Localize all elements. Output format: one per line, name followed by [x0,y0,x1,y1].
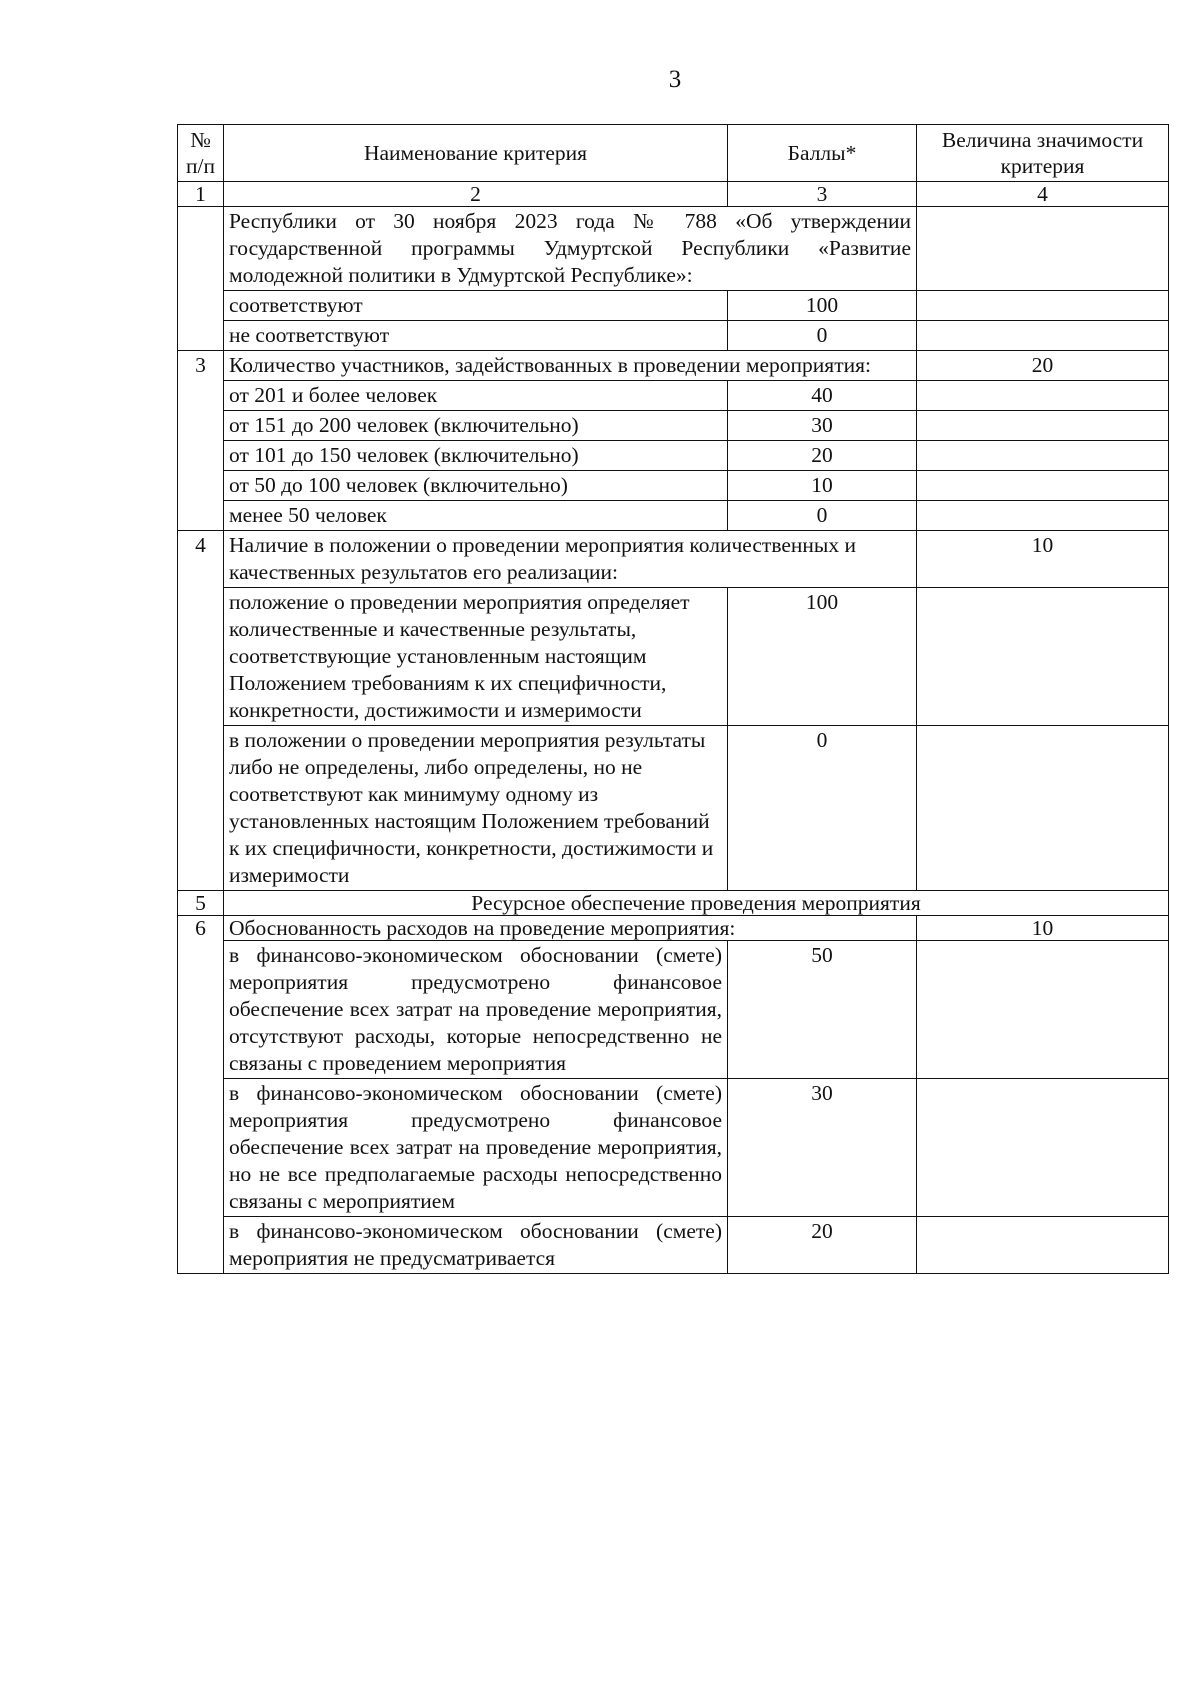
section-title: Ресурсное обеспечение проведения мероприятия [224,891,1169,916]
option-text: в финансово-экономическом обосновании (смете) мероприятия предусмотрено финансовое обеспечение всех затрат на проведение мероприятия, но не все предполагаемые расходы непосредственно связаны с мероприятием [224,1079,728,1217]
option-points: 0 [728,501,917,531]
option-row [178,441,1169,471]
criterion-weight: 10 [917,531,1169,588]
option-row [178,321,1169,351]
row-number-cell [178,207,224,351]
option-text: соответствуют [224,291,728,321]
criteria-table [177,124,1169,1274]
option-text: в положении о проведении мероприятия результаты либо не определены, либо определены, но не соответствуют как минимуму одному из установленных настоящим Положением требований к их специфичности, конкретности, достижимости и измеримости [224,726,728,891]
option-points: 30 [728,411,917,441]
row-number: 5 [178,891,224,916]
option-text: в финансово-экономическом обосновании (смете) мероприятия не предусматривается [224,1217,728,1274]
option-row [178,726,1169,891]
option-points: 0 [728,726,917,891]
table-row [178,207,1169,291]
option-text: не соответствуют [224,321,728,351]
column-number: 1 [178,182,224,207]
weight-cell [917,207,1169,291]
option-points: 50 [728,941,917,1079]
option-row [178,471,1169,501]
option-text: в финансово-экономическом обосновании (смете) мероприятия предусмотрено финансовое обеспечение всех затрат на проведение мероприятия, отсутствуют расходы, которые непосредственно не связаны с проведением мероприятия [224,941,728,1079]
weight-cell [917,726,1169,891]
option-points: 30 [728,1079,917,1217]
criterion-weight: 20 [917,351,1169,381]
option-row [178,941,1169,1079]
row-number: 4 [178,531,224,891]
option-points: 20 [728,1217,917,1274]
weight-cell [917,588,1169,726]
column-number: 4 [917,182,1169,207]
column-number: 3 [728,182,917,207]
weight-cell [917,941,1169,1079]
header-number: № п/п [178,125,224,182]
weight-cell [917,1217,1169,1274]
option-text: от 151 до 200 человек (включительно) [224,411,728,441]
table-row [178,351,1169,381]
weight-cell [917,471,1169,501]
header-points: Баллы* [728,125,917,182]
option-points: 20 [728,441,917,471]
weight-cell [917,411,1169,441]
option-row [178,588,1169,726]
option-points: 100 [728,588,917,726]
option-row [178,381,1169,411]
weight-cell [917,381,1169,411]
option-points: 0 [728,321,917,351]
option-text: от 101 до 150 человек (включительно) [224,441,728,471]
weight-cell [917,291,1169,321]
table-header-row [178,125,1169,182]
option-row [178,1217,1169,1274]
option-points: 100 [728,291,917,321]
option-text: от 50 до 100 человек (включительно) [224,471,728,501]
criterion-text: Наличие в положении о проведении мероприятия количественных и качественных результатов его реализации: [224,531,917,588]
option-row [178,1079,1169,1217]
option-points: 40 [728,381,917,411]
row-number: 3 [178,351,224,531]
criterion-weight: 10 [917,916,1169,941]
table-row [178,531,1169,588]
header-weight: Величина значимости критерия [917,125,1169,182]
option-text: менее 50 человек [224,501,728,531]
option-row [178,411,1169,441]
criterion-text: Республики от 30 ноября 2023 года № 788 «Об утверждении государственной программы Удмуртской Республики «Развитие молодежной политики в Удмуртской Республике»: [224,207,917,291]
option-text: от 201 и более человек [224,381,728,411]
criterion-text: Количество участников, задействованных в проведении мероприятия: [224,351,917,381]
header-name: Наименование критерия [224,125,728,182]
criterion-text: Обоснованность расходов на проведение мероприятия: [224,916,917,941]
column-numbers-row [178,182,1169,207]
page-number: 3 [668,66,682,93]
option-text: положение о проведении мероприятия определяет количественные и качественные результаты, соответствующие установленным настоящим Положением требованиям к их специфичности, конкретности, достижимости и измеримости [224,588,728,726]
weight-cell [917,321,1169,351]
table-row [178,916,1169,941]
row-number: 6 [178,916,224,1274]
weight-cell [917,441,1169,471]
option-points: 10 [728,471,917,501]
weight-cell [917,1079,1169,1217]
option-row [178,291,1169,321]
weight-cell [917,501,1169,531]
section-row [178,891,1169,916]
option-row [178,501,1169,531]
column-number: 2 [224,182,728,207]
